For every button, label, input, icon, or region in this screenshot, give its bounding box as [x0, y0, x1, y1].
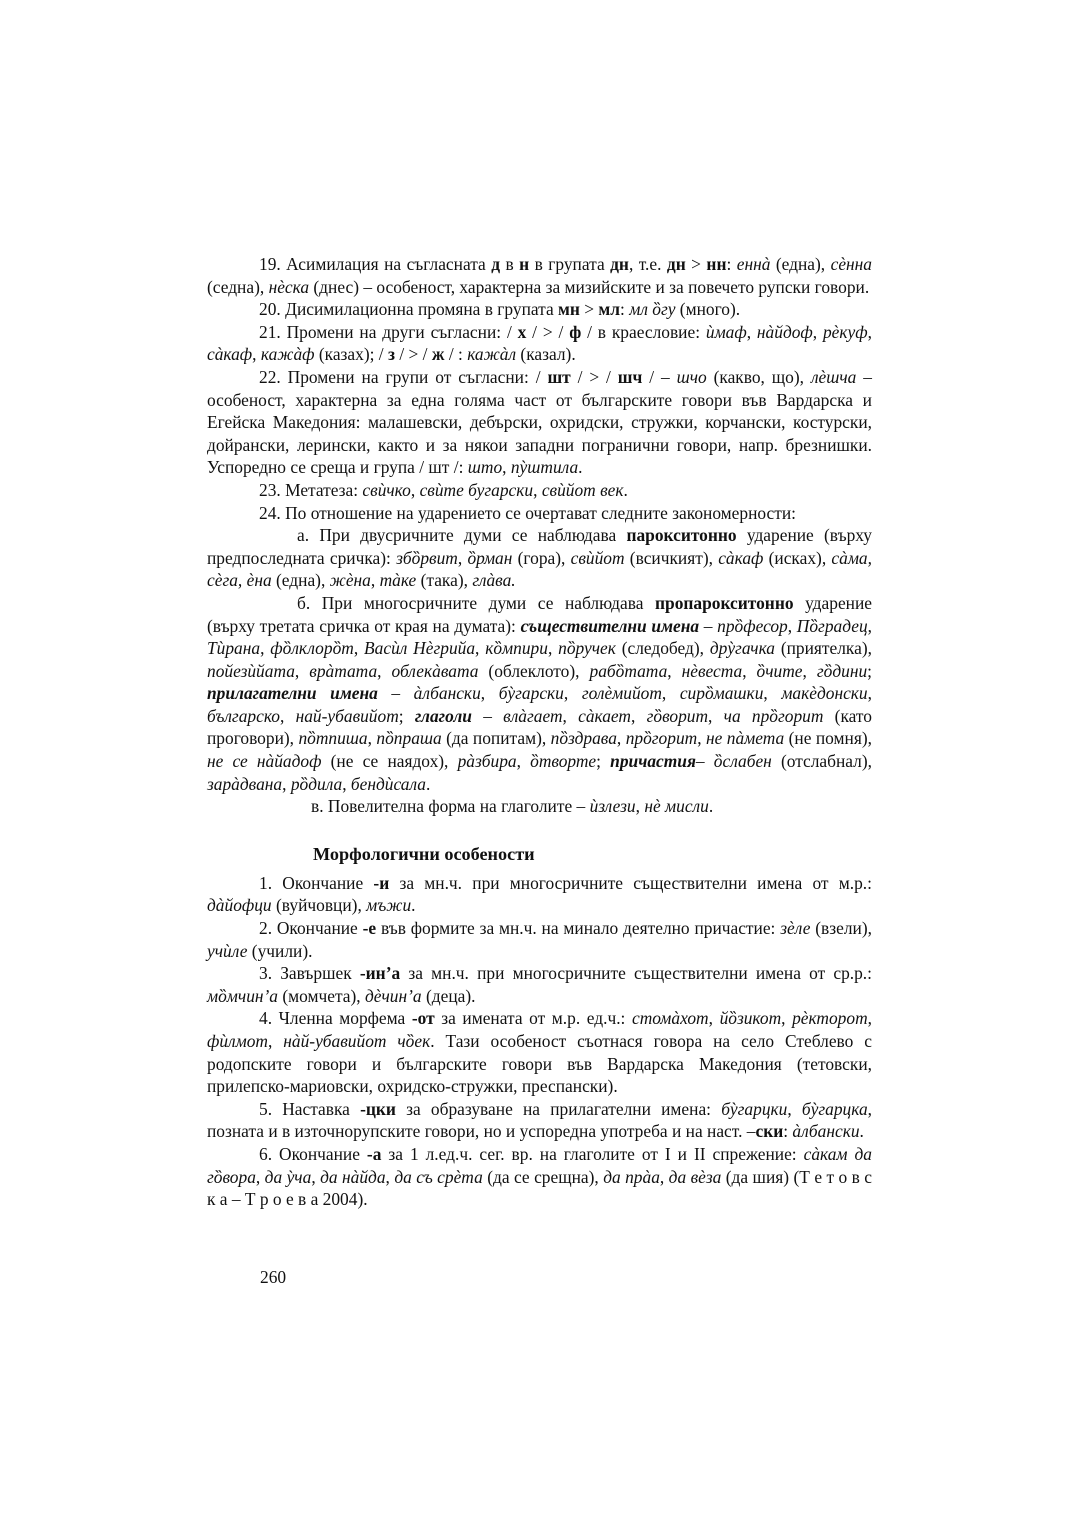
italic-example: бỳгарски	[498, 683, 564, 704]
text-run: (не се наядох),	[321, 751, 458, 772]
bold-term: ски	[755, 1121, 784, 1142]
italic-example: стомàхот	[631, 1008, 709, 1029]
text-run: , т.е.	[628, 254, 667, 274]
italic-example: Васѝл Нѐгрийа	[364, 638, 476, 659]
text-run: (исках),	[763, 547, 832, 568]
italic-example: ȍчите	[756, 660, 803, 681]
italic-example: еннà	[736, 254, 771, 274]
italic-example: кȍмпири	[485, 638, 548, 659]
morph-paragraph-2	[207, 917, 872, 962]
text-run: ,	[547, 638, 559, 659]
italic-example: глàва.	[472, 570, 516, 591]
text-run: .	[623, 479, 628, 500]
text-run: в групата	[529, 254, 611, 274]
text-run: ,	[385, 1166, 395, 1187]
bold-term: мн	[558, 299, 580, 320]
text-run: ,	[787, 615, 797, 636]
italic-example: пȍручек	[558, 638, 616, 659]
italic-example: рабȍтата	[589, 660, 668, 681]
text-run: ,	[616, 728, 626, 749]
text-run: (така),	[416, 570, 473, 591]
bold-term: д	[491, 254, 501, 274]
text-run: ,	[867, 683, 872, 704]
bold-term: -е	[362, 918, 377, 939]
italic-example: сирȍмашки	[679, 683, 764, 704]
text-run: (казах); /	[314, 344, 388, 365]
text-run: ,	[659, 1166, 669, 1187]
page-number: 260	[260, 1267, 287, 1287]
text-run: ;	[596, 751, 611, 772]
text-run: за 1 л.ед.ч. сег. вр. на глаголите от I и II спрежение:	[381, 1143, 804, 1164]
text-run: (седна),	[207, 276, 269, 297]
paragraph-21	[207, 321, 872, 366]
text-run: (взели),	[810, 918, 872, 939]
text-run: (да се срещна),	[482, 1166, 604, 1187]
text-run: ,	[353, 638, 365, 659]
italic-example: нèска	[268, 276, 310, 297]
text-run: 21. Промени на други съгласни: /	[259, 321, 518, 342]
text-run: 5. Наставка	[259, 1098, 361, 1119]
italic-example: нѐ мисли	[644, 796, 709, 817]
text-run: (днес) – особеност, характерна за мизийските и за повечето рупски говори.	[309, 276, 870, 297]
text-run: ,	[635, 796, 645, 817]
italic-example: пỳштила	[510, 457, 579, 478]
text-run: 3. Завършек	[259, 963, 360, 984]
bold-term: съществителни имена	[520, 615, 700, 636]
italic-example: сàкаф	[207, 344, 253, 365]
text-run: 20. Дисимилационна промяна в групата	[259, 299, 559, 320]
italic-example: сàкам да гȍвора	[207, 1143, 873, 1187]
text-run: / в краесловие:	[581, 321, 706, 342]
text-run: ударение (върху предпоследната сричка):	[207, 525, 873, 568]
italic-example: българско	[207, 705, 280, 726]
text-run: б. При многосричните думи се наблюдава	[297, 592, 655, 613]
text-run: ,	[742, 660, 757, 681]
text-run: (една),	[271, 570, 330, 591]
italic-example: пȍздрава	[550, 728, 617, 749]
text-run: за мн.ч. при многосричните съществителни имена от ср.р.:	[400, 963, 872, 984]
italic-example: врàтата	[309, 660, 378, 681]
text-run: ,	[746, 321, 757, 342]
text-run: ,	[480, 683, 499, 704]
text-run: –	[471, 705, 504, 726]
italic-example: пойезѝйата	[207, 660, 295, 681]
text-run: ,	[867, 615, 873, 636]
italic-example: шчо	[676, 366, 707, 387]
text-run: (момчета),	[278, 985, 365, 1006]
italic-example: рѐкторот	[792, 1008, 868, 1029]
bold-term: х	[517, 321, 527, 342]
text-run: ,	[781, 1008, 793, 1029]
text-run: ;	[867, 660, 872, 681]
italic-example: ȍтворте	[530, 751, 597, 772]
bold-term: -и	[373, 872, 390, 893]
text-run: ,	[630, 705, 647, 726]
text-run: във формите за мн.ч. на минало деятелно причастие:	[376, 918, 781, 939]
text-run: ,	[279, 705, 296, 726]
text-run: (да попитам),	[441, 728, 551, 749]
italic-example: да вѐза	[668, 1166, 722, 1187]
italic-example: прȍфесор	[717, 615, 788, 636]
text-run: ,	[708, 1008, 720, 1029]
bold-term: н	[519, 254, 530, 274]
text-run: –	[377, 683, 414, 704]
morph-paragraph-1	[207, 872, 872, 917]
italic-example: кажàл	[467, 344, 517, 365]
bold-term: парокситонно	[626, 525, 737, 546]
text-run: (като проговори),	[207, 705, 872, 749]
bold-term: пропарокситонно	[655, 592, 794, 613]
text-run: ,	[708, 705, 724, 726]
italic-example: дрỳгачка	[709, 638, 775, 659]
text-run: >	[685, 254, 707, 274]
paragraph-23	[207, 479, 872, 502]
text-run: / > /	[570, 366, 618, 387]
text-run: :	[726, 254, 737, 274]
bold-term: ж	[431, 344, 445, 365]
italic-example: дàйофци	[207, 895, 272, 916]
text-run: 1. Окончание	[259, 872, 374, 893]
bold-term: нн	[706, 254, 727, 274]
text-run: ,	[282, 773, 291, 794]
paragraph-22	[207, 366, 872, 479]
italic-example: да нàйда	[320, 1166, 386, 1187]
text-run: (следобед),	[615, 638, 710, 659]
italic-example: што	[467, 457, 503, 478]
italic-example: фѝлмот	[207, 1031, 268, 1051]
text-run: 22. Промени на групи от съгласни: /	[259, 366, 548, 387]
text-run: ,	[787, 1098, 802, 1119]
italic-example: лèшча	[810, 366, 857, 387]
text-run: ,	[802, 660, 817, 681]
text-run: ,	[410, 479, 420, 500]
text-run: (приятелка),	[775, 638, 872, 659]
text-run: .	[411, 895, 416, 916]
paragraph-19	[207, 253, 872, 298]
text-run: ,	[367, 728, 377, 749]
italic-example: Пȍградец	[796, 615, 868, 636]
bold-term: дн	[666, 254, 686, 274]
bold-term: -а	[366, 1143, 382, 1164]
bold-term: шт	[547, 366, 571, 387]
text-run: ,	[867, 1008, 872, 1029]
text-run: (не помня),	[784, 728, 872, 749]
text-run: 4. Членна морфема	[259, 1008, 412, 1029]
text-run: –	[695, 751, 714, 772]
text-run: (вуйчовци),	[271, 895, 367, 916]
text-run: ,	[342, 773, 351, 794]
text-run: (деца).	[421, 985, 476, 1006]
text-run: ;	[398, 705, 415, 726]
text-run: 19. Асимилация на съгласната	[259, 254, 492, 274]
text-run: в	[500, 254, 520, 274]
text-run: (много).	[675, 299, 741, 320]
paragraph-24	[207, 502, 872, 525]
italic-example: пȍпраша	[376, 728, 442, 749]
text-run: >	[579, 299, 599, 320]
text-run: ,	[667, 660, 682, 681]
bold-term: дн	[610, 254, 629, 274]
italic-example: свѝчко	[362, 479, 411, 500]
text-run: ,	[502, 457, 511, 478]
text-run: в. Повелителна форма на глаголите –	[311, 796, 590, 817]
text-run: (отслабнал),	[771, 751, 872, 772]
italic-example: нѐвеста	[681, 660, 743, 681]
document-body	[207, 253, 872, 1211]
paragraph-20	[207, 298, 872, 321]
text-run: ,	[697, 728, 706, 749]
italic-example: жѐна	[329, 570, 371, 591]
italic-example: да прàа	[603, 1166, 660, 1187]
text-run: (какво, що),	[706, 366, 811, 387]
text-run: ,	[812, 321, 823, 342]
text-run: .	[859, 1121, 864, 1142]
italic-example: не се нàйадоф	[207, 751, 322, 772]
italic-example: най-убавийот	[295, 705, 399, 726]
italic-example: влàгает	[503, 705, 563, 726]
bold-term: ф	[569, 321, 582, 342]
text-run: ,	[533, 479, 542, 500]
text-run: ,	[516, 751, 531, 772]
text-run: 24. По отношение на ударението се очертават следните закономерности:	[259, 502, 796, 523]
text-run: 2. Окончание	[259, 918, 363, 939]
text-run: (казал).	[516, 344, 576, 365]
text-run: ,	[267, 1031, 284, 1051]
italic-example: ѝзлези	[589, 796, 636, 817]
text-run: / :	[444, 344, 468, 365]
italic-example: да съ срѐта	[394, 1166, 483, 1187]
bold-term: прилагателни имена	[207, 683, 378, 704]
italic-example: голѐмийот	[581, 683, 662, 704]
text-run: ,	[457, 547, 468, 568]
text-run: , позната и в източнорупските говори, но и успоредна употреба и на наст. –	[207, 1098, 872, 1142]
morph-paragraph-6	[207, 1143, 872, 1211]
text-run: (всичкият),	[624, 547, 719, 568]
bold-term: -цки	[360, 1098, 396, 1119]
text-run: (една),	[770, 254, 831, 274]
text-run: (да шия) (	[721, 1166, 800, 1187]
italic-example: пȍтпиша	[298, 728, 368, 749]
italic-example: рèкуф	[822, 321, 868, 342]
italic-example: прȍгорит	[625, 728, 698, 749]
italic-example: Тѝрана	[207, 638, 261, 659]
text-run: ).	[357, 1189, 368, 1210]
text-run: ,	[252, 344, 261, 365]
bold-term: причастия	[610, 751, 696, 772]
text-run: (гора),	[512, 547, 571, 568]
morph-paragraph-5	[207, 1098, 872, 1143]
italic-example: зѐле	[780, 918, 811, 939]
italic-example: бендѝсала	[350, 773, 426, 794]
italic-example: мъжи	[366, 895, 412, 916]
italic-example: облекàвата	[391, 660, 479, 681]
text-run: ,	[294, 660, 310, 681]
text-run: – особеност, характерна за една голяма част от българските говори във Вардарска и Егейска Македония: малашевски, дебърски, охридски, стружки, корчански, костурски, дойрански, лерински, както и за някои западни погранични говори, напр. брезнишки. Успоредно се среща и група / шт /:	[207, 366, 872, 478]
morph-paragraph-4	[207, 1007, 872, 1097]
italic-example: свѝйот век	[541, 479, 624, 500]
text-run: .	[708, 796, 714, 817]
text-run: / –	[642, 366, 677, 387]
italic-example: сèнна	[830, 254, 872, 274]
text-run: (учили).	[247, 940, 313, 961]
italic-example: зарàдвана	[207, 773, 283, 794]
italic-example: дѐчин’а	[365, 985, 422, 1006]
italic-example: ȍслабен	[713, 751, 772, 772]
text-run: .	[578, 457, 583, 478]
bold-term: мл	[598, 299, 621, 320]
text-run: ,	[311, 1166, 321, 1187]
italic-example: рȍдила	[290, 773, 343, 794]
text-run: ,	[475, 638, 486, 659]
text-run: ,	[562, 705, 579, 726]
italic-example: да ỳча	[264, 1166, 312, 1187]
italic-example: сàкает	[578, 705, 631, 726]
section-heading: Морфологични особености	[313, 843, 535, 864]
text-run: .	[425, 773, 431, 794]
text-run: ,	[260, 638, 271, 659]
italic-example: бỳгарцка	[801, 1098, 868, 1119]
text-run: ,	[370, 570, 380, 591]
paragraph-24v	[207, 795, 872, 818]
text-run: за мн.ч. при многосричните съществителни имена от м.р.:	[389, 872, 872, 893]
bold-term: глаголи	[414, 705, 472, 726]
text-run: / > /	[394, 344, 432, 365]
text-run: / > /	[526, 321, 570, 342]
text-run: 23. Метатеза:	[259, 479, 363, 500]
italic-example: фȍлклорȍт	[270, 638, 354, 659]
italic-example: ѝмаф	[705, 321, 747, 342]
text-run: ,	[255, 1166, 265, 1187]
morph-paragraph-3	[207, 962, 872, 1007]
paragraph-24b	[207, 592, 872, 795]
text-run: ,	[377, 660, 392, 681]
italic-example: свѝйот	[570, 547, 625, 568]
text-run: Т е т о в с к а – Т р о е в а 2004	[207, 1166, 872, 1210]
text-run: ,	[867, 321, 872, 342]
italic-example: учѝле	[207, 940, 248, 961]
italic-example: мȍмчин’а	[207, 985, 278, 1006]
text-run: за имената от м.р. ед.ч.:	[434, 1008, 632, 1029]
italic-example: не пàмета	[705, 728, 785, 749]
italic-example: сàкаф	[718, 547, 764, 568]
italic-example: ча прȍгорит	[723, 705, 824, 726]
italic-example: гȍворит	[646, 705, 709, 726]
text-run: :	[620, 299, 630, 320]
text-run: ударение (върху третата сричка от края на думата):	[207, 592, 872, 636]
text-run: ,	[661, 683, 680, 704]
paragraph-24a	[207, 524, 872, 592]
bold-term: -от	[411, 1008, 435, 1029]
italic-example: нàйдоф	[756, 321, 813, 342]
bold-term: з	[387, 344, 395, 365]
italic-example: кажàф	[260, 344, 315, 365]
text-run: 6. Окончание	[259, 1143, 367, 1164]
italic-example: рàзбира	[457, 751, 517, 772]
italic-example: бỳгарцки	[721, 1098, 788, 1119]
text-run: ,	[763, 683, 782, 704]
italic-example: мл ȍгу	[629, 299, 676, 320]
text-run: ,	[563, 683, 582, 704]
text-run: а. При двусричните думи се наблюдава	[297, 525, 627, 546]
text-run: за образуване на прилагателни имена:	[395, 1098, 722, 1119]
italic-example: àлбански	[413, 683, 481, 704]
italic-example: сàма, сèга, ѐна	[207, 547, 872, 591]
text-run: (облеклото),	[478, 660, 590, 681]
bold-term: шч	[617, 366, 643, 387]
italic-example: макѐдонски	[781, 683, 868, 704]
italic-example: тàке	[379, 570, 417, 591]
bold-term: -ин’а	[359, 963, 401, 984]
italic-example: нàй-убавийот чȍек	[283, 1031, 431, 1051]
italic-example: ȍрман	[467, 547, 513, 568]
italic-example: йȍзикот	[719, 1008, 782, 1029]
text-run: :	[783, 1121, 793, 1142]
text-run: –	[699, 615, 718, 636]
text-run: . Тази особеност съотнася говора на село Стеблево с родопските говори и българските говори във Вардарска Македония (тетовски, прилепско-мариовски, охридско-стружки, преспански).	[207, 1031, 872, 1097]
italic-example: свѝте бугарски	[419, 479, 534, 500]
italic-example: збȍрвит	[396, 547, 458, 568]
italic-example: гȍдини	[816, 660, 868, 681]
italic-example: àлбански	[792, 1121, 860, 1142]
